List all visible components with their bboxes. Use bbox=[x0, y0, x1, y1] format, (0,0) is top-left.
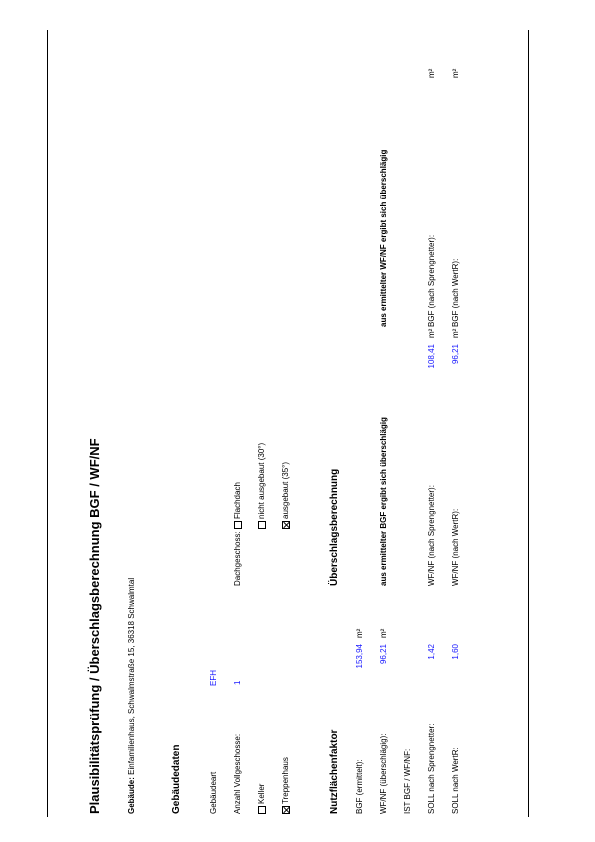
nf-row-label: IST BGF / WF/NF: bbox=[403, 748, 412, 814]
keller-label: Keller bbox=[257, 783, 266, 804]
ub-col2-row-unit: m² bbox=[451, 68, 460, 78]
ub-col1-row-unit: m² bbox=[427, 328, 436, 338]
nf-row-value: 153,94 bbox=[355, 644, 364, 669]
nf-row-unit: m² bbox=[379, 628, 388, 638]
gebaeudedaten-heading: Gebäudedaten bbox=[171, 744, 182, 814]
nf-row-unit: m² bbox=[355, 628, 364, 638]
page-title: Plausibilitätsprüfung / Überschlagsberechnung BGF / WF/NF bbox=[87, 438, 102, 814]
ub-col1-row-value: 108,41 bbox=[427, 344, 436, 369]
gebaeudeart-value: EFH bbox=[209, 670, 218, 686]
nicht-ausgebaut-checkbox[interactable] bbox=[258, 521, 266, 529]
nf-row-label: WF/NF (überschlägig): bbox=[379, 733, 388, 814]
ub-col2-row-label: BGF (nach Sprengnetter): bbox=[427, 234, 436, 327]
nf-row-label: BGF (ermittelt): bbox=[355, 759, 364, 814]
ub-col1-row-label: WF/NF (nach WertR): bbox=[451, 508, 460, 586]
nf-row-value: 96,21 bbox=[379, 644, 388, 665]
nf-row-label: SOLL nach Sprengnetter: bbox=[427, 723, 436, 814]
flachdach-label: Flachdach bbox=[233, 482, 242, 519]
ueberschlag-col1-title: aus ermittelter BGF ergibt sich überschlägig bbox=[379, 417, 388, 586]
vollgeschosse-label: Anzahl Vollgeschosse: bbox=[233, 733, 242, 814]
building-value: Einfamilienhaus, Schwalmstraße 15, 36318 Schwalmtal bbox=[127, 577, 136, 775]
ueberschlag-col2-title: aus ermittelter WF/NF ergibt sich überschlägig bbox=[379, 149, 388, 327]
nutzflaechenfaktor-heading: Nutzflächenfaktor bbox=[329, 729, 340, 814]
ub-col1-row-value: 96,21 bbox=[451, 344, 460, 365]
ausgebaut-label: ausgebaut (35°) bbox=[281, 461, 290, 519]
keller-checkbox[interactable] bbox=[258, 806, 266, 814]
building-label: Gebäude: bbox=[127, 777, 136, 814]
ueberschlag-heading: Überschlagsberechnung bbox=[329, 468, 340, 586]
nf-row-value: 1,42 bbox=[427, 644, 436, 660]
nf-row-label: SOLL nach WertR: bbox=[451, 747, 460, 814]
building-line bbox=[127, 578, 137, 814]
ub-col2-row-label: BGF (nach WertR): bbox=[451, 258, 460, 327]
nf-row-value: 1,60 bbox=[451, 644, 460, 660]
ub-col1-row-unit: m² bbox=[451, 328, 460, 338]
ub-col2-row-unit: m² bbox=[427, 68, 436, 78]
treppenhaus-label: Treppenhaus bbox=[281, 757, 290, 804]
treppenhaus-checkbox[interactable] bbox=[282, 806, 290, 814]
dachgeschoss-label: Dachgeschoss: bbox=[233, 531, 242, 586]
flachdach-checkbox[interactable] bbox=[234, 521, 242, 529]
ausgebaut-checkbox[interactable] bbox=[282, 521, 290, 529]
gebaeudeart-label: Gebäudeart bbox=[209, 771, 218, 814]
ub-col1-row-label: WF/NF (nach Sprengnetter): bbox=[427, 485, 436, 586]
nicht-ausgebaut-label: nicht ausgebaut (30°) bbox=[257, 442, 266, 519]
vollgeschosse-value: 1 bbox=[233, 680, 242, 685]
